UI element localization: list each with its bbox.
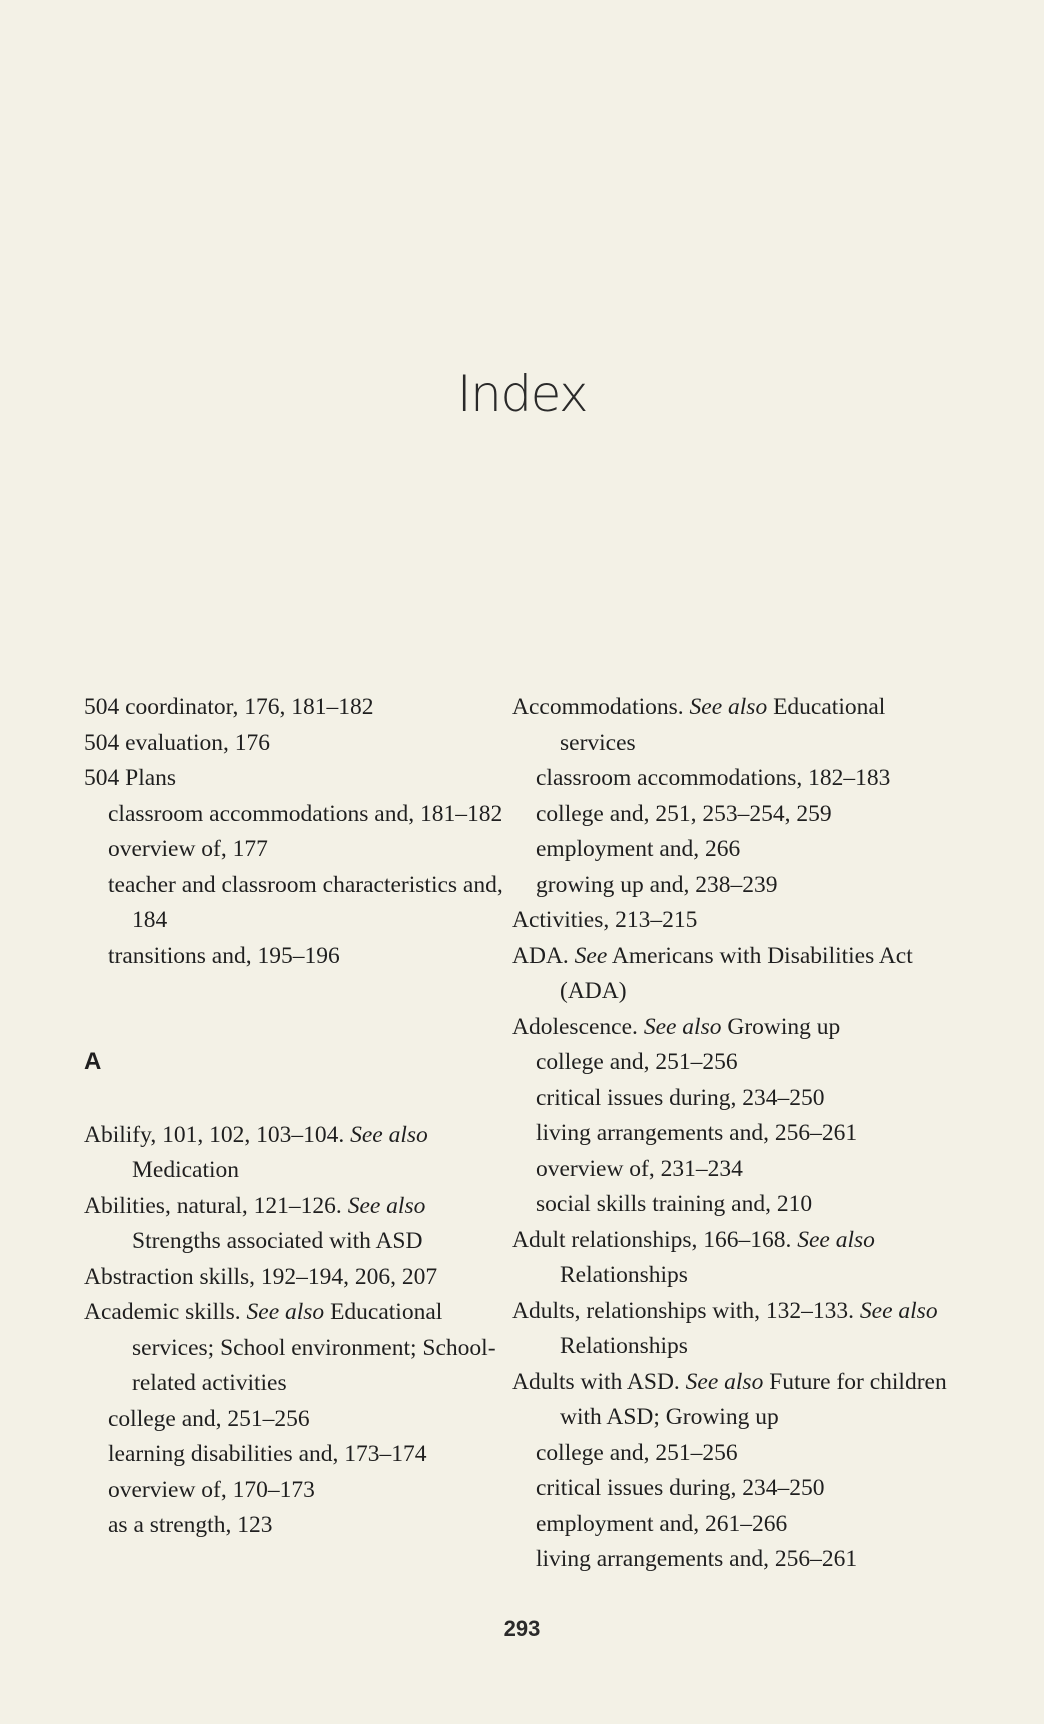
index-entry: Adolescence. See also Growing up (512, 1013, 841, 1040)
see-also-ref: See also (689, 694, 768, 720)
see-ref: See (574, 942, 608, 969)
index-subentry: classroom accommodations, 182–183 (536, 765, 891, 791)
index-entry: Accommodations. See also Educational services (512, 694, 886, 756)
index-subentry: classroom accommodations and, 181–182 (108, 800, 503, 827)
index-subentry: living arrangements and, 256–261 (536, 1120, 858, 1146)
section-letter: A (84, 1048, 102, 1075)
index-subentry: college and, 251, 253–254, 259 (536, 800, 832, 827)
index-subentry: learning disabilities and, 173–174 (108, 1441, 427, 1467)
see-also-ref: See also (859, 1297, 938, 1324)
index-subentry: critical issues during, 234–250 (536, 1084, 825, 1111)
index-entry: 504 evaluation, 176 (84, 729, 271, 756)
index-entry: Abstraction skills, 192–194, 206, 207 (84, 1263, 438, 1290)
index-entry: Adult relationships, 166–168. See also Relationships (512, 1226, 875, 1288)
index-entry: 504 Plans (84, 765, 177, 791)
index-entry: Adults, relationships with, 132–133. See also Relationships (512, 1297, 938, 1359)
page-number: 293 (503, 1616, 541, 1641)
index-column-left (84, 690, 514, 1544)
see-also-ref: See also (350, 1121, 428, 1148)
index-subentry: as a strength, 123 (108, 1512, 273, 1538)
index-subentry: living arrangements and, 256–261 (536, 1546, 858, 1572)
index-subentry: teacher and classroom characteristics and, 184 (108, 871, 503, 933)
index-subentry: critical issues during, 234–250 (536, 1475, 825, 1501)
page-title: Index (456, 365, 588, 423)
index-entry: Abilify, 101, 102, 103–104. See also Medication (84, 1121, 428, 1183)
see-also-ref: See also (685, 1368, 764, 1395)
index-subentry: overview of, 231–234 (536, 1155, 743, 1182)
index-subentry: employment and, 261–266 (536, 1510, 788, 1537)
index-entry: Activities, 213–215 (512, 907, 698, 933)
index-entry: Academic skills. See also Educational services; School environment; School-related activities (84, 1299, 496, 1396)
index-subentry: college and, 251–256 (108, 1405, 310, 1432)
index-subentry: social skills training and, 210 (536, 1191, 813, 1217)
index-column-right (512, 690, 952, 1578)
index-subentry: college and, 251–256 (536, 1439, 738, 1466)
index-subentry: overview of, 177 (108, 836, 268, 862)
see-also-ref: See also (246, 1299, 325, 1325)
index-subentry: college and, 251–256 (536, 1049, 738, 1075)
index-entry: Abilities, natural, 121–126. See also Strengths associated with ASD (84, 1192, 426, 1254)
see-also-ref: See also (347, 1192, 426, 1219)
index-subentry: transitions and, 195–196 (108, 942, 340, 969)
see-also-ref: See also (643, 1013, 722, 1040)
see-also-ref: See also (797, 1226, 875, 1253)
index-entry: ADA. See Americans with Disabilities Act (ADA) (512, 942, 913, 1004)
index-entry: 504 coordinator, 176, 181–182 (84, 694, 374, 720)
index-subentry: employment and, 266 (536, 836, 741, 862)
index-entry: Adults with ASD. See also Future for children with ASD; Growing up (512, 1368, 947, 1430)
index-subentry: overview of, 170–173 (108, 1476, 315, 1503)
index-subentry: growing up and, 238–239 (536, 871, 778, 898)
